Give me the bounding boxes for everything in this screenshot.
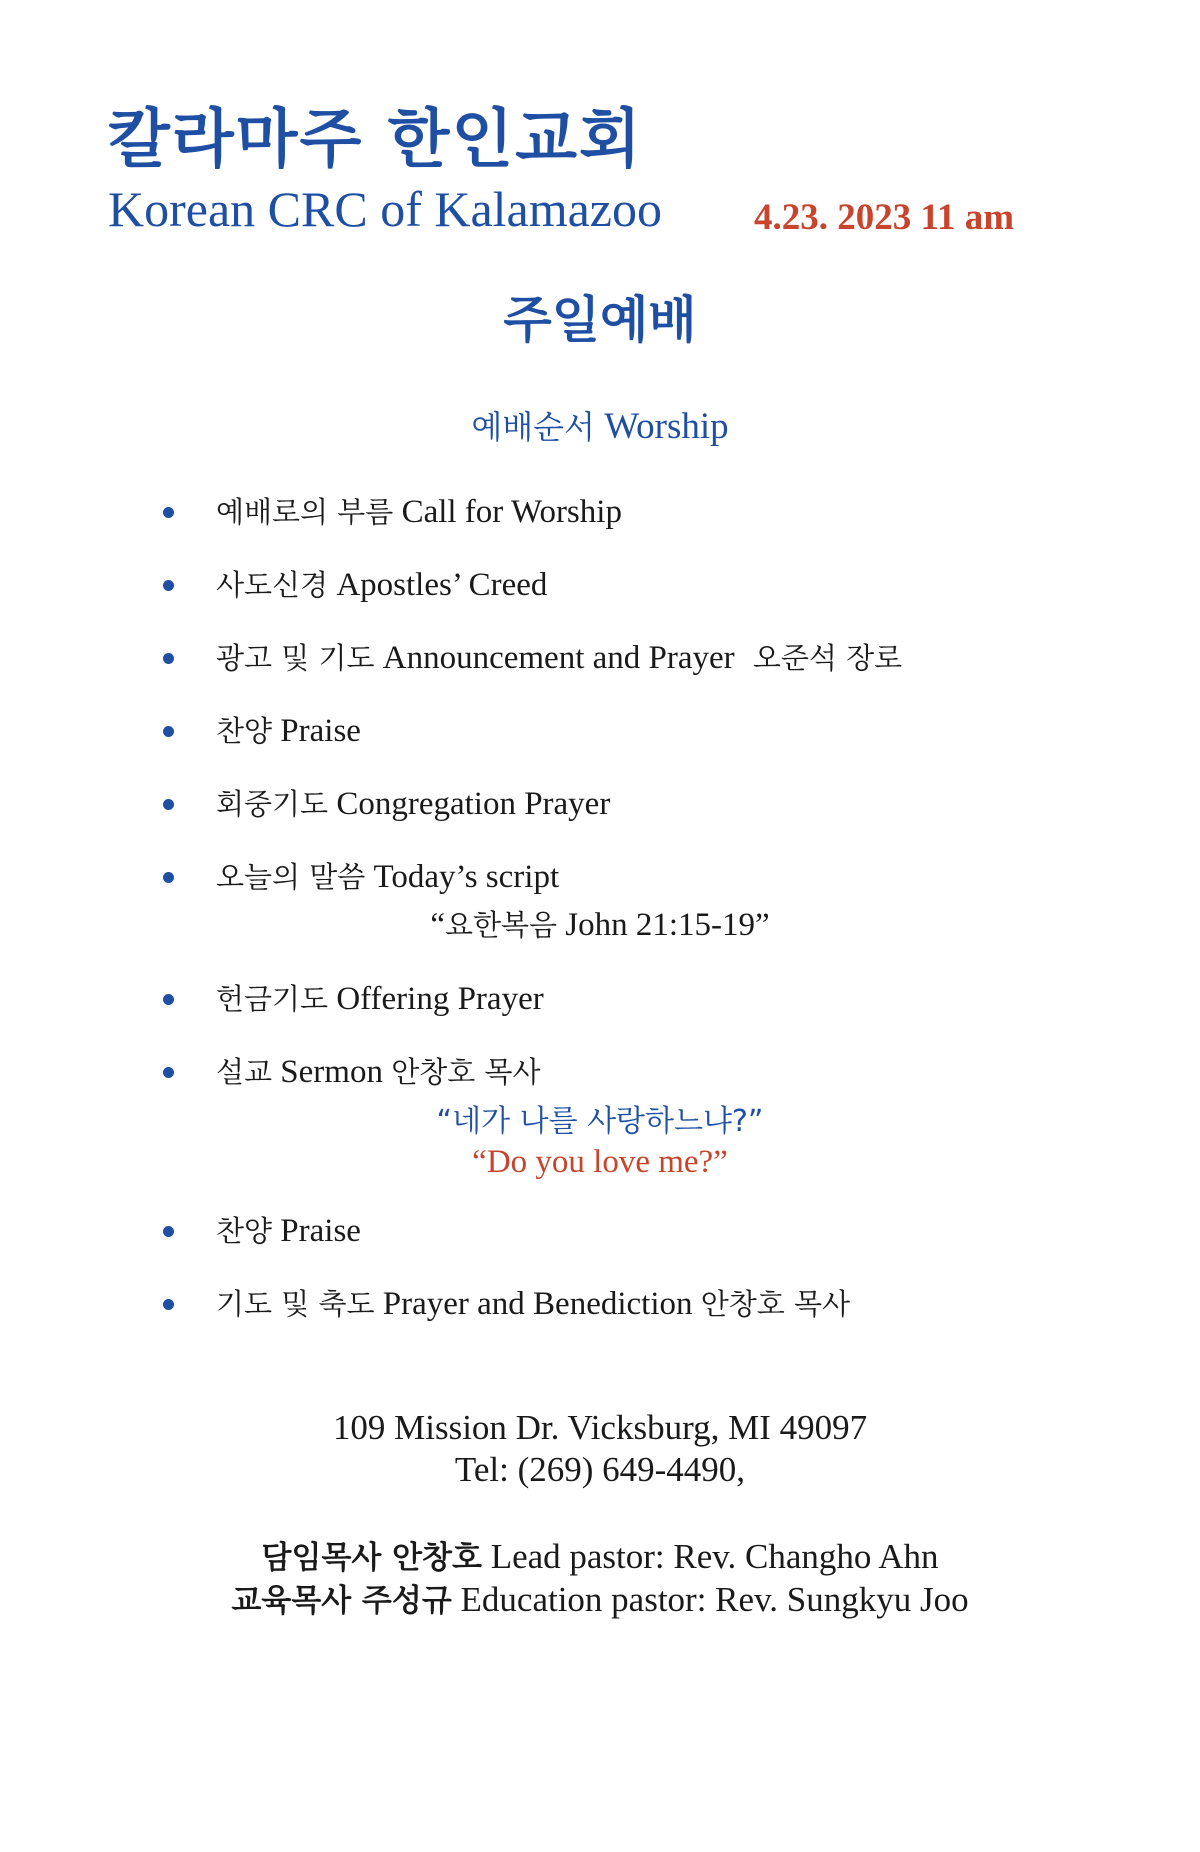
item-leader: 안창호 목사 [700, 1287, 851, 1321]
lead-pastor-english: Lead pastor: Rev. Changho Ahn [490, 1537, 939, 1576]
item-label-english: Call for Worship [401, 494, 622, 530]
bullet-icon [163, 872, 174, 883]
bullet-icon [163, 507, 174, 518]
item-label-korean: 헌금기도 [216, 982, 329, 1016]
education-pastor-korean: 교육목사 주성규 [231, 1583, 452, 1619]
item-leader: 오준석 장로 [752, 641, 903, 675]
church-address: 109 Mission Dr. Vicksburg, MI 49097 [332, 1408, 868, 1447]
item-label-english: Praise [280, 713, 361, 749]
order-heading-korean: 예배순서 [471, 408, 595, 446]
church-telephone: Tel: (269) 649-4490, [454, 1450, 746, 1489]
service-date: 4.23. 2023 11 am [754, 197, 1015, 238]
order-of-worship-heading [0, 402, 1200, 448]
bullet-icon [163, 580, 174, 591]
item-label-english: Apostles’ Creed [336, 567, 548, 603]
item-label-korean: 오늘의 말씀 [216, 860, 366, 894]
item-label-korean: 광고 및 기도 [216, 641, 375, 675]
item-label-korean: 찬양 [216, 714, 273, 748]
scripture-close-quote: ” [755, 907, 770, 943]
list-item-todays-script [216, 855, 559, 896]
sermon-title-korean: “네가 나를 사랑하느냐?” [436, 1104, 764, 1139]
item-label-english: Congregation Prayer [336, 786, 611, 822]
item-label-korean: 찬양 [216, 1214, 273, 1248]
item-label-korean: 기도 및 축도 [216, 1287, 375, 1321]
scripture-korean: 요한복음 [444, 908, 558, 942]
item-label-english: Sermon [280, 1054, 383, 1090]
education-pastor-english: Education pastor: Rev. Sungkyu Joo [460, 1580, 969, 1619]
item-label-english: Praise [280, 1213, 361, 1249]
item-label-english: Offering Prayer [336, 981, 544, 1017]
education-pastor [0, 1575, 1200, 1620]
order-heading-english: Worship [604, 406, 729, 447]
bullet-icon [163, 726, 174, 737]
bullet-icon [163, 799, 174, 810]
bullet-icon [163, 1299, 174, 1310]
list-item-offering-prayer [216, 977, 544, 1018]
bullet-icon [163, 1067, 174, 1078]
lead-pastor [0, 1532, 1200, 1577]
lead-pastor-korean: 담임목사 안창호 [261, 1540, 482, 1576]
list-item-announcement [216, 636, 902, 677]
list-item-sermon [216, 1050, 541, 1091]
list-item-apostles-creed [216, 563, 547, 604]
scripture-english: John 21:15-19 [565, 907, 756, 943]
church-title-english: Korean CRC of Kalamazoo [108, 181, 663, 237]
scripture-open-quote: “ [430, 907, 445, 943]
sermon-title-english: “Do you love me?” [472, 1144, 728, 1180]
service-title: 주일예배 [503, 291, 697, 349]
list-item-praise [216, 709, 361, 750]
bullet-icon [163, 653, 174, 664]
list-item-benediction [216, 1282, 850, 1323]
bullet-icon [163, 1226, 174, 1237]
item-label-korean: 예배로의 부름 [216, 495, 394, 529]
item-label-english: Prayer and Benediction [382, 1286, 693, 1322]
scripture-reference [0, 903, 1200, 944]
list-item-praise-closing [216, 1209, 361, 1250]
item-label-korean: 설교 [216, 1055, 273, 1089]
list-item-call-for-worship [216, 490, 622, 531]
bullet-icon [163, 994, 174, 1005]
item-leader: 안창호 목사 [391, 1055, 541, 1089]
item-label-english: Today’s script [373, 859, 560, 895]
item-label-korean: 사도신경 [216, 568, 329, 602]
list-item-congregation-prayer [216, 782, 610, 823]
church-title-korean: 칼라마주 한인교회 [108, 103, 643, 177]
item-label-korean: 회중기도 [216, 787, 329, 821]
item-label-english: Announcement and Prayer [382, 640, 735, 676]
